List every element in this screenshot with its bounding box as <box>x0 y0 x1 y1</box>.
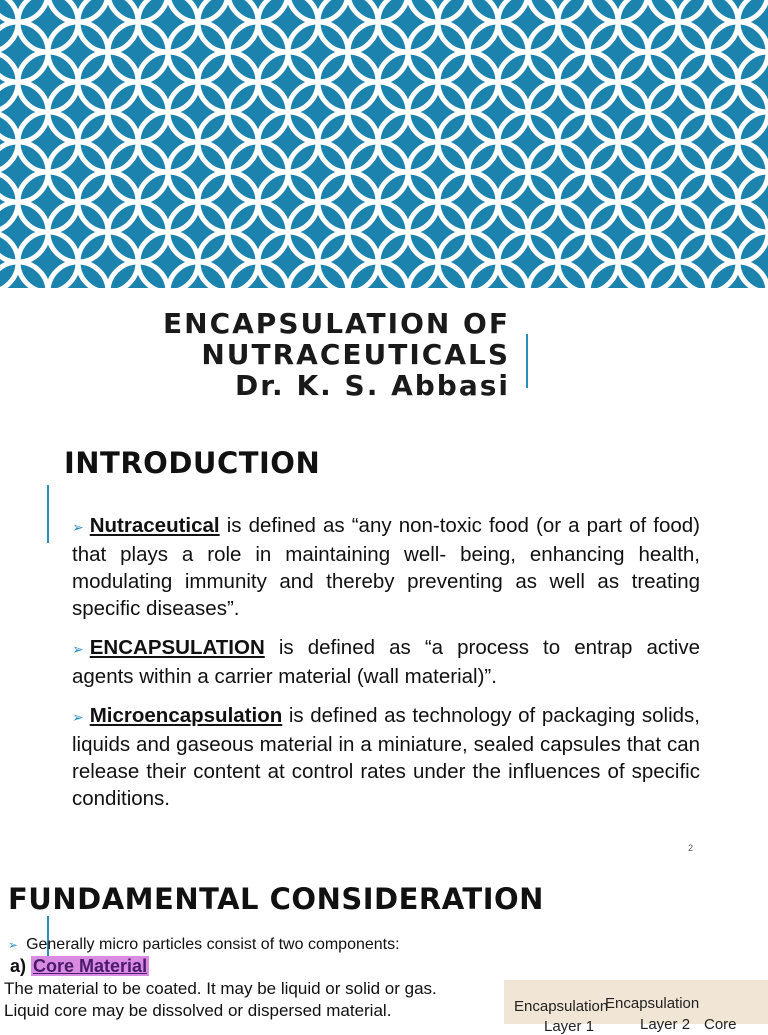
arrow-bullet-icon: ➢ <box>72 641 84 657</box>
figure-label: Encapsulation <box>514 998 609 1015</box>
fundamental-heading: FUNDAMENTAL CONSIDERATION <box>8 882 544 916</box>
title-line-1: ENCAPSULATION OF <box>163 307 510 340</box>
figure-label: Encapsulation <box>605 995 700 1012</box>
circle-pattern-graphic <box>0 0 768 288</box>
term-microencapsulation: Microencapsulation <box>89 704 283 727</box>
title-line-2: NUTRACEUTICALS <box>201 338 510 371</box>
arrow-bullet-icon: ➢ <box>72 519 84 535</box>
definitions-list <box>64 512 700 824</box>
core-material-label: Core Material <box>33 956 148 976</box>
core-description <box>4 978 488 1022</box>
core-prefix: a) <box>10 956 27 976</box>
definition-text: is defined as technology of packaging solids, liquids and gaseous material in a miniature, sealed capsules that can release their content at control rates under the influences of specific conditions. <box>72 704 700 810</box>
title-accent-line <box>526 334 528 388</box>
term-nutraceutical: Nutraceutical <box>89 514 220 537</box>
author-line: Dr. K. S. Abbasi <box>235 369 510 402</box>
definition-text: is defined as “any non-toxic food (or a part of food) that plays a role in maintaining well- being, enhancing health, modulating immunity and thereby preventing as well as treating specific diseases”. <box>72 514 700 620</box>
introduction-heading: INTRODUCTION <box>64 446 321 480</box>
components-text: Generally micro particles consist of two components: <box>26 936 400 953</box>
title-block <box>163 308 510 401</box>
components-bullet <box>8 936 400 954</box>
term-encapsulation: ENCAPSULATION <box>89 636 265 659</box>
decorative-banner <box>0 0 768 288</box>
core-material-line <box>10 956 149 977</box>
arrow-bullet-icon: ➢ <box>72 709 84 725</box>
figure-label: Layer 2 <box>640 1016 691 1033</box>
intro-accent-line <box>47 485 49 543</box>
core-line-2: Liquid core may be dissolved or dispersed material. <box>4 1001 392 1020</box>
definition-text: is defined as “a process to entrap active agents within a carrier material (wall material)”. <box>72 636 700 688</box>
list-item <box>64 512 700 622</box>
arrow-bullet-icon: ➢ <box>8 938 19 952</box>
list-item <box>64 634 700 690</box>
encapsulation-figure <box>504 980 768 1035</box>
core-line-1: The material to be coated. It may be liquid or solid or gas. <box>4 979 437 998</box>
list-item <box>64 702 700 812</box>
page-number: 2 <box>688 843 694 853</box>
figure-label: Layer 1 <box>544 1018 595 1035</box>
figure-label: Core <box>704 1016 737 1033</box>
